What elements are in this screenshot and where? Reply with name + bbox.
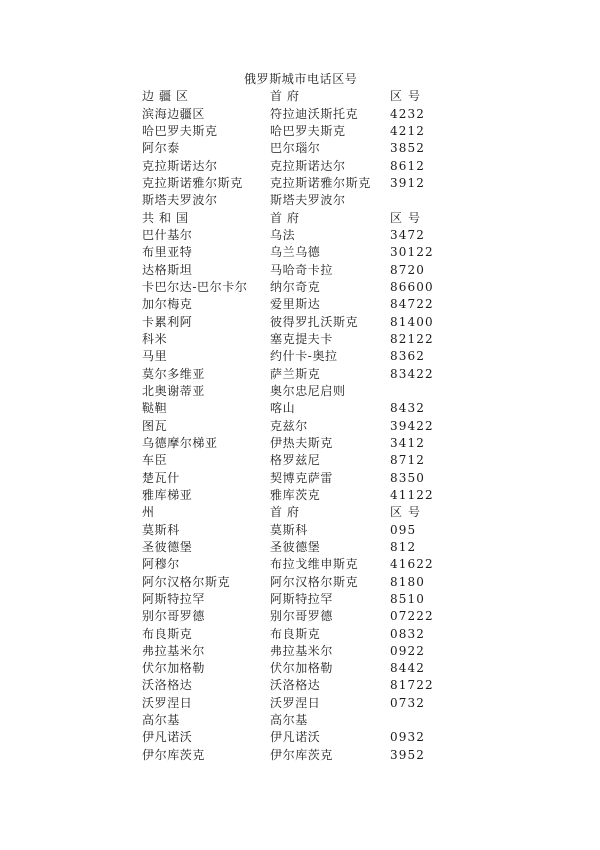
- region-cell: 卡巴尔达-巴尔卡尔: [142, 279, 248, 294]
- capital-cell: 布良斯克: [270, 626, 321, 641]
- capital-cell: 纳尔奇克: [270, 279, 321, 294]
- region-cell: 别尔哥罗德: [142, 609, 206, 624]
- capital-cell: 弗拉基米尔: [270, 643, 334, 658]
- capital-cell: 约什卡-奥拉: [270, 349, 338, 364]
- table-row: [0, 383, 600, 400]
- table-row: [0, 279, 600, 296]
- table-row: [0, 539, 600, 556]
- capital-cell: 克拉斯诺雅尔斯克: [270, 175, 371, 190]
- table-row: [0, 729, 600, 746]
- code-cell: 8432: [390, 401, 425, 416]
- code-cell: 3952: [390, 747, 425, 762]
- code-cell: 8180: [390, 574, 425, 589]
- code-cell: 3852: [390, 141, 425, 156]
- code-cell: 0732: [390, 695, 425, 710]
- code-cell: 3412: [390, 435, 425, 450]
- area-code-table: [0, 88, 600, 764]
- section-header-row-krai: [0, 88, 600, 105]
- capital-cell: 乌法: [270, 227, 296, 242]
- capital-header: 首 府: [270, 505, 300, 520]
- table-row: [0, 695, 600, 712]
- table-row: [0, 487, 600, 504]
- capital-cell: 阿斯特拉罕: [270, 591, 334, 606]
- table-row: [0, 348, 600, 365]
- code-cell: 8442: [390, 661, 425, 676]
- capital-cell: 哈巴罗夫斯克: [270, 123, 346, 138]
- code-cell: 8510: [390, 591, 425, 606]
- capital-cell: 雅库茨克: [270, 487, 321, 502]
- table-row: [0, 331, 600, 348]
- region-cell: 沃洛格达: [142, 678, 193, 693]
- capital-cell: 伊热夫斯克: [270, 435, 334, 450]
- code-cell: 39422: [390, 418, 434, 433]
- table-row: [0, 522, 600, 539]
- region-cell: 达格斯坦: [142, 262, 193, 277]
- capital-cell: 斯塔夫罗波尔: [270, 193, 346, 208]
- table-row: [0, 677, 600, 694]
- table-row: [0, 227, 600, 244]
- code-cell: 07222: [390, 609, 434, 624]
- region-type-header: 共 和 国: [142, 210, 189, 225]
- code-cell: 8712: [390, 453, 425, 468]
- table-row: [0, 106, 600, 123]
- capital-cell: 彼得罗扎沃斯克: [270, 314, 359, 329]
- code-cell: 30122: [390, 245, 434, 260]
- region-cell: 斯塔夫罗波尔: [142, 193, 218, 208]
- table-row: [0, 296, 600, 313]
- capital-cell: 莫斯科: [270, 522, 308, 537]
- table-row: [0, 556, 600, 573]
- code-cell: 4212: [390, 123, 425, 138]
- code-cell: 0922: [390, 643, 425, 658]
- region-cell: 伏尔加格勒: [142, 661, 206, 676]
- capital-cell: 奥尔忠尼启则: [270, 383, 346, 398]
- code-cell: 8720: [390, 262, 425, 277]
- region-cell: 沃罗涅日: [142, 695, 193, 710]
- section-header-row-oblast: [0, 504, 600, 521]
- capital-cell: 格罗兹尼: [270, 453, 321, 468]
- code-header: 区 号: [390, 89, 422, 104]
- table-row: [0, 435, 600, 452]
- code-cell: 81722: [390, 678, 434, 693]
- region-cell: 雅库梯亚: [142, 487, 193, 502]
- table-row: [0, 123, 600, 140]
- capital-header: 首 府: [270, 210, 300, 225]
- code-cell: 8362: [390, 349, 425, 364]
- code-header: 区 号: [390, 505, 422, 520]
- capital-cell: 圣彼德堡: [270, 539, 321, 554]
- table-row: [0, 591, 600, 608]
- code-cell: 0832: [390, 626, 425, 641]
- capital-cell: 喀山: [270, 401, 296, 416]
- region-cell: 阿尔泰: [142, 141, 180, 156]
- code-cell: 82122: [390, 331, 434, 346]
- table-row: [0, 192, 600, 209]
- region-cell: 布良斯克: [142, 626, 193, 641]
- code-cell: 81400: [390, 314, 434, 329]
- capital-cell: 克拉斯诺达尔: [270, 158, 346, 173]
- region-cell: 布里亚特: [142, 245, 193, 260]
- table-row: [0, 452, 600, 469]
- region-cell: 乌德摩尔梯亚: [142, 435, 218, 450]
- code-cell: 4232: [390, 106, 425, 121]
- region-cell: 弗拉基米尔: [142, 643, 206, 658]
- capital-cell: 爱里斯达: [270, 297, 321, 312]
- table-row: [0, 747, 600, 764]
- capital-cell: 巴尔瑙尔: [270, 141, 321, 156]
- region-cell: 克拉斯诺达尔: [142, 158, 218, 173]
- capital-cell: 沃洛格达: [270, 678, 321, 693]
- region-cell: 马里: [142, 349, 168, 364]
- table-row: [0, 574, 600, 591]
- region-cell: 图瓦: [142, 418, 168, 433]
- capital-header: 首 府: [270, 89, 300, 104]
- capital-cell: 契博克萨雷: [270, 470, 334, 485]
- region-type-header: 州: [142, 505, 155, 520]
- code-header: 区 号: [390, 210, 422, 225]
- table-row: [0, 140, 600, 157]
- table-row: [0, 366, 600, 383]
- table-row: [0, 418, 600, 435]
- table-row: [0, 643, 600, 660]
- region-cell: 伊凡诺沃: [142, 730, 193, 745]
- region-cell: 高尔基: [142, 713, 180, 728]
- table-row: [0, 626, 600, 643]
- page-title: 俄罗斯城市电话区号: [244, 72, 358, 86]
- region-cell: 圣彼德堡: [142, 539, 193, 554]
- capital-cell: 符拉迪沃斯托克: [270, 106, 359, 121]
- region-cell: 北奥谢蒂亚: [142, 383, 206, 398]
- region-cell: 伊尔库茨克: [142, 747, 206, 762]
- capital-cell: 乌兰乌德: [270, 245, 321, 260]
- capital-cell: 别尔哥罗德: [270, 609, 334, 624]
- region-cell: 克拉斯诺雅尔斯克: [142, 175, 243, 190]
- region-cell: 滨海边疆区: [142, 106, 206, 121]
- capital-cell: 伊尔库茨克: [270, 747, 334, 762]
- capital-cell: 萨兰斯克: [270, 366, 321, 381]
- capital-cell: 阿尔汉格尔斯克: [270, 574, 359, 589]
- code-cell: 8350: [390, 470, 425, 485]
- table-row: [0, 158, 600, 175]
- capital-cell: 伊凡诺沃: [270, 730, 321, 745]
- capital-cell: 高尔基: [270, 713, 308, 728]
- table-row: [0, 470, 600, 487]
- capital-cell: 沃罗涅日: [270, 695, 321, 710]
- region-cell: 阿穆尔: [142, 557, 180, 572]
- table-row: [0, 608, 600, 625]
- code-cell: 0932: [390, 730, 425, 745]
- region-cell: 阿斯特拉罕: [142, 591, 206, 606]
- region-cell: 巴什基尔: [142, 227, 193, 242]
- region-cell: 莫尔多维亚: [142, 366, 206, 381]
- code-cell: 84722: [390, 297, 434, 312]
- region-cell: 科米: [142, 331, 168, 346]
- code-cell: 86600: [390, 279, 434, 294]
- code-cell: 8612: [390, 158, 425, 173]
- code-cell: 3472: [390, 227, 425, 242]
- capital-cell: 塞克提夫卡: [270, 331, 334, 346]
- code-cell: 41622: [390, 557, 434, 572]
- capital-cell: 克兹尔: [270, 418, 308, 433]
- code-cell: 41122: [390, 487, 434, 502]
- region-cell: 阿尔汉格尔斯克: [142, 574, 231, 589]
- region-cell: 鞑靼: [142, 401, 168, 416]
- table-row: [0, 175, 600, 192]
- capital-cell: 布拉戈维申斯克: [270, 557, 359, 572]
- region-cell: 哈巴罗夫斯克: [142, 123, 218, 138]
- region-type-header: 边 疆 区: [142, 89, 189, 104]
- region-cell: 加尔梅克: [142, 297, 193, 312]
- region-cell: 车臣: [142, 453, 168, 468]
- code-cell: 3912: [390, 175, 425, 190]
- table-row: [0, 712, 600, 729]
- table-row: [0, 262, 600, 279]
- region-cell: 卡累利阿: [142, 314, 193, 329]
- code-cell: 83422: [390, 366, 434, 381]
- table-row: [0, 244, 600, 261]
- section-header-row-republic: [0, 210, 600, 227]
- region-cell: 莫斯科: [142, 522, 180, 537]
- region-cell: 楚瓦什: [142, 470, 180, 485]
- table-row: [0, 660, 600, 677]
- capital-cell: 马哈奇卡拉: [270, 262, 334, 277]
- table-row: [0, 400, 600, 417]
- code-cell: 095: [390, 522, 417, 537]
- table-row: [0, 314, 600, 331]
- capital-cell: 伏尔加格勒: [270, 661, 334, 676]
- code-cell: 812: [390, 539, 417, 554]
